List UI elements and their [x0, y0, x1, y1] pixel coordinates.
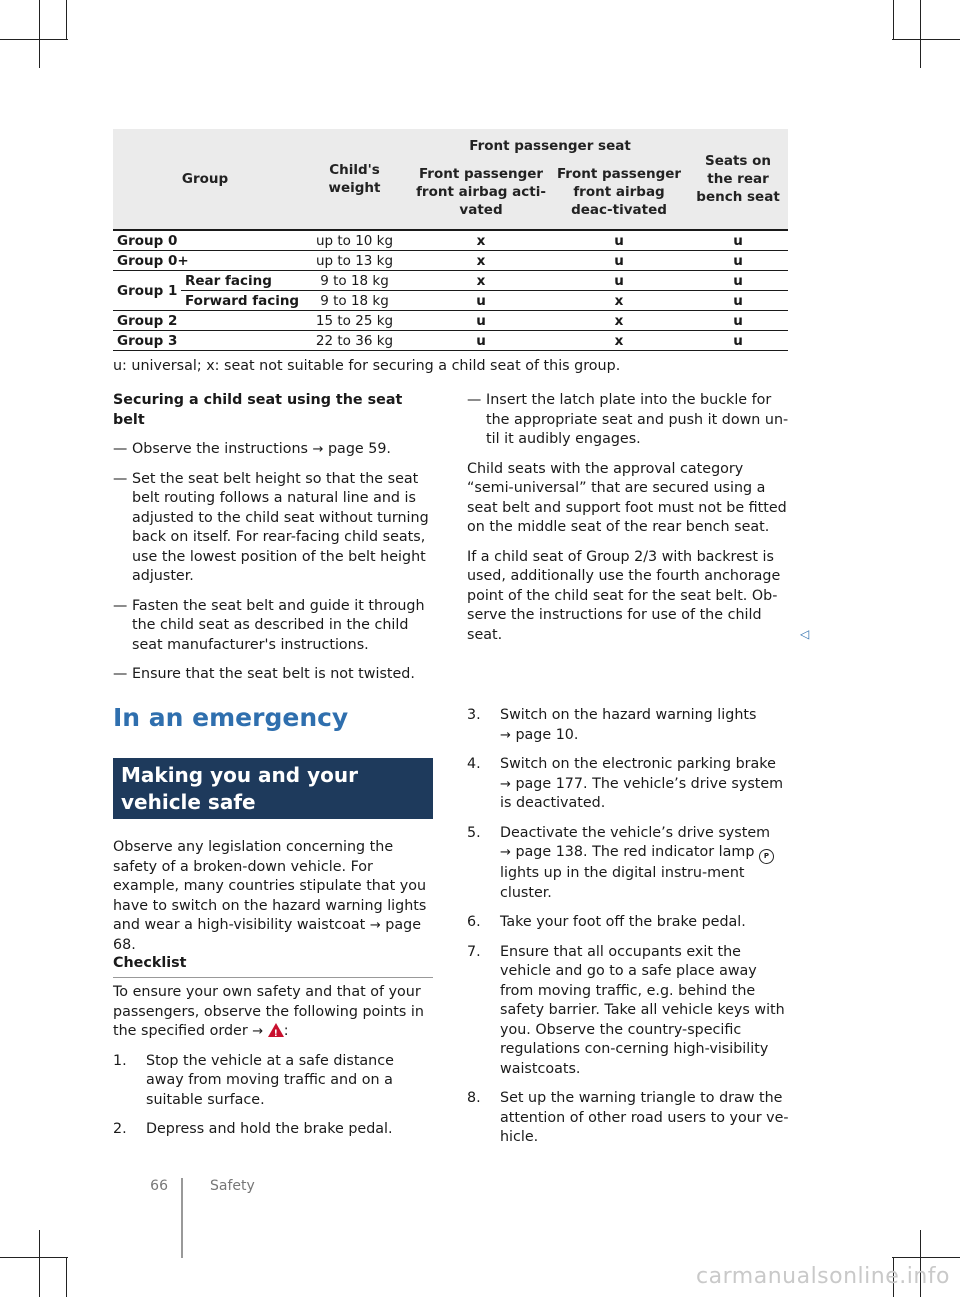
- indicator-lamp-icon: P: [759, 849, 774, 864]
- list-item: [467, 1089, 789, 1148]
- row-rear: u: [688, 230, 788, 251]
- crop-mark: [892, 1257, 960, 1258]
- item-text: Observe the instructions: [132, 441, 308, 457]
- row-group: Group 1: [113, 271, 181, 311]
- crop-mark: [39, 1230, 40, 1297]
- row-airbag-on: x: [412, 251, 550, 271]
- dash-marker: —: [113, 666, 128, 682]
- list-item: [467, 391, 789, 450]
- list-item: [467, 824, 789, 904]
- chapter-title: In an emergency: [113, 703, 349, 732]
- arrow-right-icon: →: [369, 918, 381, 933]
- checklist-intro: To ensure your own safety and that of your passengers, observe the following points in the specified order → ! :: [113, 983, 435, 1042]
- step-number: 5.: [467, 824, 481, 841]
- arrow-right-icon: →: [500, 776, 511, 792]
- row-airbag-on: x: [412, 230, 550, 251]
- list-item: [467, 943, 789, 1080]
- row-group: Group 2: [113, 311, 297, 331]
- checklist-heading: Checklist: [113, 955, 433, 978]
- row-group: Group 0: [113, 230, 297, 251]
- step-text: The red indicator lamp: [592, 844, 755, 860]
- item-text: Fasten the seat belt and guide it through the child seat as described in the child seat manufacturer's instructions.: [132, 597, 425, 653]
- step-number: 1.: [113, 1052, 127, 1069]
- row-group: Group 3: [113, 331, 297, 351]
- checklist-left: [113, 983, 435, 1150]
- step-text: Switch on the electronic parking brake: [500, 756, 776, 772]
- list-item: [113, 597, 435, 656]
- crop-mark: [66, 0, 67, 40]
- table-row: [113, 311, 788, 331]
- dash-marker: —: [467, 392, 482, 408]
- paragraph: If a child seat of Group 2/3 with backrest is used, additionally use the fourth anchorage point of the child seat for the seat belt. Ob-serve the instructions for use of the child seat.: [467, 548, 781, 643]
- watermark: carmanualsonline.info: [696, 1264, 950, 1289]
- section-heading: Making you and your vehicle safe: [113, 758, 433, 819]
- row-subgroup: Forward facing: [181, 291, 297, 311]
- row-weight: 22 to 36 kg: [297, 331, 412, 351]
- arrow-right-icon: →: [252, 1024, 264, 1039]
- header-group: Group: [113, 129, 297, 230]
- step-text: The vehicle’s drive system is deactivated.: [500, 775, 784, 811]
- row-airbag-on: u: [412, 331, 550, 351]
- step-text: Depress and hold the brake pedal.: [146, 1121, 393, 1137]
- step-text: Switch on the hazard warning lights: [500, 707, 757, 723]
- table-legend: u: universal; x: seat not suitable for securing a child seat of this group.: [113, 358, 621, 374]
- list-item: [467, 755, 789, 814]
- child-seat-table: [113, 129, 788, 351]
- row-weight: 15 to 25 kg: [297, 311, 412, 331]
- page-reference[interactable]: page 177.: [515, 775, 588, 792]
- step-number: 6.: [467, 914, 481, 930]
- crop-mark: [66, 1257, 67, 1297]
- list-item: [113, 665, 435, 685]
- row-airbag-off: x: [550, 291, 688, 311]
- step-text: Set up the warning triangle to draw the attention of other road users to your ve-hicle.: [500, 1090, 789, 1145]
- step-number: 2.: [113, 1121, 127, 1137]
- item-text: Ensure that the seat belt is not twisted.: [132, 666, 415, 682]
- row-rear: u: [688, 331, 788, 351]
- item-text: Set the seat belt height so that the seat belt routing follows a natural line and is adjusted to the child seat without turning back on itself. For rear-facing child seats, use the lowest position of the belt height adjuster.: [132, 470, 429, 584]
- checklist-right: [467, 706, 789, 1158]
- row-subgroup: Rear facing: [181, 271, 297, 291]
- step-text: Stop the vehicle at a safe distance away from moving traffic and on a suitable surface.: [146, 1052, 394, 1108]
- page-reference[interactable]: page 59.: [327, 441, 391, 457]
- row-rear: u: [688, 271, 788, 291]
- crop-mark: [920, 0, 921, 68]
- left-column: [113, 391, 435, 695]
- step-number: 3.: [467, 707, 481, 723]
- list-item: [113, 470, 435, 587]
- dash-marker: —: [113, 470, 128, 487]
- row-airbag-on: u: [412, 291, 550, 311]
- arrow-right-icon: →: [312, 442, 324, 457]
- row-airbag-off: x: [550, 331, 688, 351]
- crop-mark: [0, 1257, 68, 1258]
- list-item: [467, 706, 789, 745]
- table-row: [113, 291, 788, 311]
- paragraph: Child seats with the approval category “semi-universal” that are secured using a seat belt and support foot must not be fitted on the middle seat of the rear bench seat.: [467, 460, 787, 535]
- row-rear: u: [688, 291, 788, 311]
- step-text: Deactivate the vehicle’s drive system: [500, 824, 771, 841]
- header-front-seat: Front passenger seat: [412, 129, 688, 159]
- page-reference[interactable]: page 138.: [515, 844, 588, 860]
- header-rear-seat: Seats on the rear bench seat: [688, 129, 788, 230]
- footer-divider: [181, 1178, 183, 1258]
- header-airbag-on: Front passenger front airbag acti-vated: [412, 159, 550, 231]
- step-number: 7.: [467, 943, 481, 960]
- crop-mark: [892, 39, 960, 40]
- step-text: Take your foot off the brake pedal.: [500, 914, 746, 930]
- row-airbag-off: x: [550, 311, 688, 331]
- intro-text: Observe any legislation concerning the safety of a broken-down vehicle. For example, many countries stipulate that you have to switch on the hazard warning lights and wear a high-visibility waistcoat: [113, 839, 427, 933]
- row-weight: 9 to 18 kg: [297, 271, 412, 291]
- list-item: [467, 913, 789, 933]
- row-rear: u: [688, 311, 788, 331]
- step-text: lights up in the digital instru-ment cluster.: [500, 865, 745, 901]
- dash-marker: —: [113, 597, 128, 614]
- table-row: [113, 331, 788, 351]
- page-reference[interactable]: page 10.: [515, 726, 579, 743]
- header-weight: Child's weight: [297, 129, 412, 230]
- row-weight: up to 13 kg: [297, 251, 412, 271]
- dash-marker: —: [113, 441, 128, 457]
- row-weight: up to 10 kg: [297, 230, 412, 251]
- step-number: 8.: [467, 1090, 481, 1106]
- row-airbag-on: u: [412, 311, 550, 331]
- table-row: [113, 271, 788, 291]
- row-rear: u: [688, 251, 788, 271]
- row-airbag-off: u: [550, 271, 688, 291]
- page-number: 66: [150, 1178, 168, 1194]
- step-number: 4.: [467, 756, 481, 772]
- list-item: [113, 1120, 435, 1140]
- footer-section: Safety: [210, 1178, 255, 1194]
- row-airbag-on: x: [412, 271, 550, 291]
- triangle-left-icon: ◁: [800, 627, 810, 641]
- list-item: [113, 440, 435, 460]
- header-airbag-off: Front passenger front airbag deac-tivated: [550, 159, 688, 231]
- arrow-right-icon: →: [500, 845, 511, 860]
- subheading-seat-belt: Securing a child seat using the seat belt: [113, 392, 403, 428]
- row-airbag-off: u: [550, 230, 688, 251]
- table-row: [113, 230, 788, 251]
- arrow-right-icon: →: [500, 727, 511, 743]
- crop-mark: [893, 0, 894, 40]
- intro-paragraph: [113, 838, 435, 955]
- row-group: Group 0+: [113, 251, 297, 271]
- step-text: Ensure that all occupants exit the vehicle and go to a safe place away from moving traffic, e.g. behind the safety barrier. Take all vehicle keys with you. Observe the country-specific regulations con-cerning high-visibility waistcoats.: [500, 943, 785, 1077]
- item-text: Insert the latch plate into the buckle for the appropriate seat and push it down un-til it audibly engages.: [486, 392, 789, 447]
- table-row: [113, 251, 788, 271]
- warning-triangle-icon[interactable]: [268, 1023, 284, 1037]
- row-weight: 9 to 18 kg: [297, 291, 412, 311]
- crop-mark: [0, 39, 68, 40]
- intro-text: To ensure your own safety and that of your passengers, observe the following points in the specified order: [113, 984, 424, 1039]
- row-airbag-off: u: [550, 251, 688, 271]
- right-column: [467, 391, 789, 655]
- page-reference[interactable]: page 68.: [113, 917, 421, 953]
- crop-mark: [39, 0, 40, 68]
- list-item: [113, 1052, 435, 1111]
